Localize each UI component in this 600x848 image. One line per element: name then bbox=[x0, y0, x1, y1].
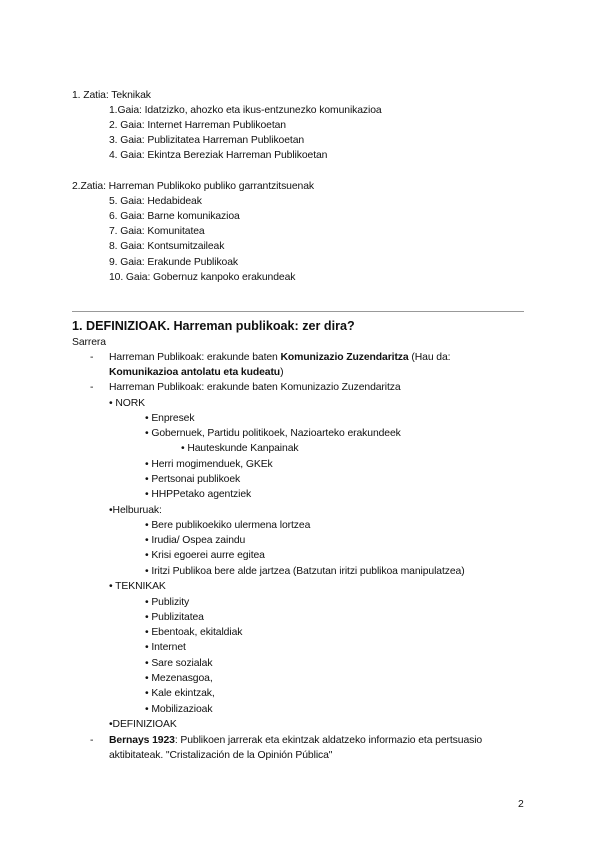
toc-part2-title: 2.Zatia: Harreman Publikoko publiko garrantzitsuenak bbox=[72, 181, 314, 192]
helburuak-item: • Bere publikoekiko ulermena lortzea bbox=[145, 520, 311, 531]
teknikak-item: • Publizitatea bbox=[145, 612, 204, 623]
teknikak-label: • TEKNIKAK bbox=[109, 581, 166, 592]
teknikak-item: • Mobilizazioak bbox=[145, 704, 213, 715]
intro-label: Sarrera bbox=[72, 337, 106, 348]
toc-item-1: 1.Gaia: Idatzizko, ahozko eta ikus-entzunezko komunikazioa bbox=[109, 105, 382, 116]
paragraph-1-line-2: Komunikazioa antolatu eta kudeatu) bbox=[109, 367, 284, 378]
nork-subitem: • Hauteskunde Kanpainak bbox=[181, 443, 299, 454]
toc-item-9: 9. Gaia: Erakunde Publikoak bbox=[109, 257, 238, 268]
dash-marker: - bbox=[90, 735, 94, 746]
toc-item-8: 8. Gaia: Kontsumitzaileak bbox=[109, 241, 225, 252]
helburuak-item: • Iritzi Publikoa bere alde jartzea (Batzutan iritzi publikoa manipulatzea) bbox=[145, 566, 465, 577]
paragraph-1-line-1: Harreman Publikoak: erakunde baten Komunizazio Zuzendaritza (Hau da: bbox=[109, 352, 451, 363]
nork-label: • NORK bbox=[109, 398, 145, 409]
horizontal-divider bbox=[72, 311, 524, 312]
bernays-line-2: aktibitateak. "Cristalización de la Opinión Pública" bbox=[109, 750, 333, 761]
helburuak-item: • Irudia/ Ospea zaindu bbox=[145, 535, 246, 546]
toc-item-6: 6. Gaia: Barne komunikazioa bbox=[109, 211, 240, 222]
toc-item-2: 2. Gaia: Internet Harreman Publikoetan bbox=[109, 120, 286, 131]
paragraph-2: Harreman Publikoak: erakunde baten Komunizazio Zuzendaritza bbox=[109, 382, 401, 393]
dash-marker: - bbox=[90, 382, 94, 393]
dash-marker: - bbox=[90, 352, 94, 363]
definizioak-label: •DEFINIZIOAK bbox=[109, 719, 177, 730]
helburuak-label: •Helburuak: bbox=[109, 505, 162, 516]
nork-item: • Herri mogimenduek, GKEk bbox=[145, 459, 273, 470]
bernays-line-1: Bernays 1923: Publikoen jarrerak eta ekintzak aldatzeko informazio eta pertsuasio bbox=[109, 735, 483, 746]
toc-item-5: 5. Gaia: Hedabideak bbox=[109, 196, 202, 207]
teknikak-item: • Publizity bbox=[145, 597, 190, 608]
nork-item: • Gobernuek, Partidu politikoek, Nazioarteko erakundeek bbox=[145, 428, 401, 439]
toc-item-3: 3. Gaia: Publizitatea Harreman Publikoetan bbox=[109, 135, 305, 146]
teknikak-item: • Kale ekintzak, bbox=[145, 688, 215, 699]
page-number: 2 bbox=[518, 799, 524, 810]
toc-part1-title: 1. Zatia: Teknikak bbox=[72, 90, 151, 101]
nork-item: • Enpresek bbox=[145, 413, 195, 424]
toc-item-4: 4. Gaia: Ekintza Bereziak Harreman Publikoetan bbox=[109, 150, 328, 161]
toc-item-7: 7. Gaia: Komunitatea bbox=[109, 226, 205, 237]
teknikak-item: • Sare sozialak bbox=[145, 658, 213, 669]
toc-item-10: 10. Gaia: Gobernuz kanpoko erakundeak bbox=[109, 272, 296, 283]
nork-item: • Pertsonai publikoek bbox=[145, 474, 241, 485]
teknikak-item: • Mezenasgoa, bbox=[145, 673, 213, 684]
teknikak-item: • Ebentoak, ekitaldiak bbox=[145, 627, 243, 638]
teknikak-item: • Internet bbox=[145, 642, 186, 653]
section-heading: 1. DEFINIZIOAK. Harreman publikoak: zer dira? bbox=[72, 319, 355, 333]
nork-item: • HHPPetako agentziek bbox=[145, 489, 252, 500]
helburuak-item: • Krisi egoerei aurre egitea bbox=[145, 550, 265, 561]
